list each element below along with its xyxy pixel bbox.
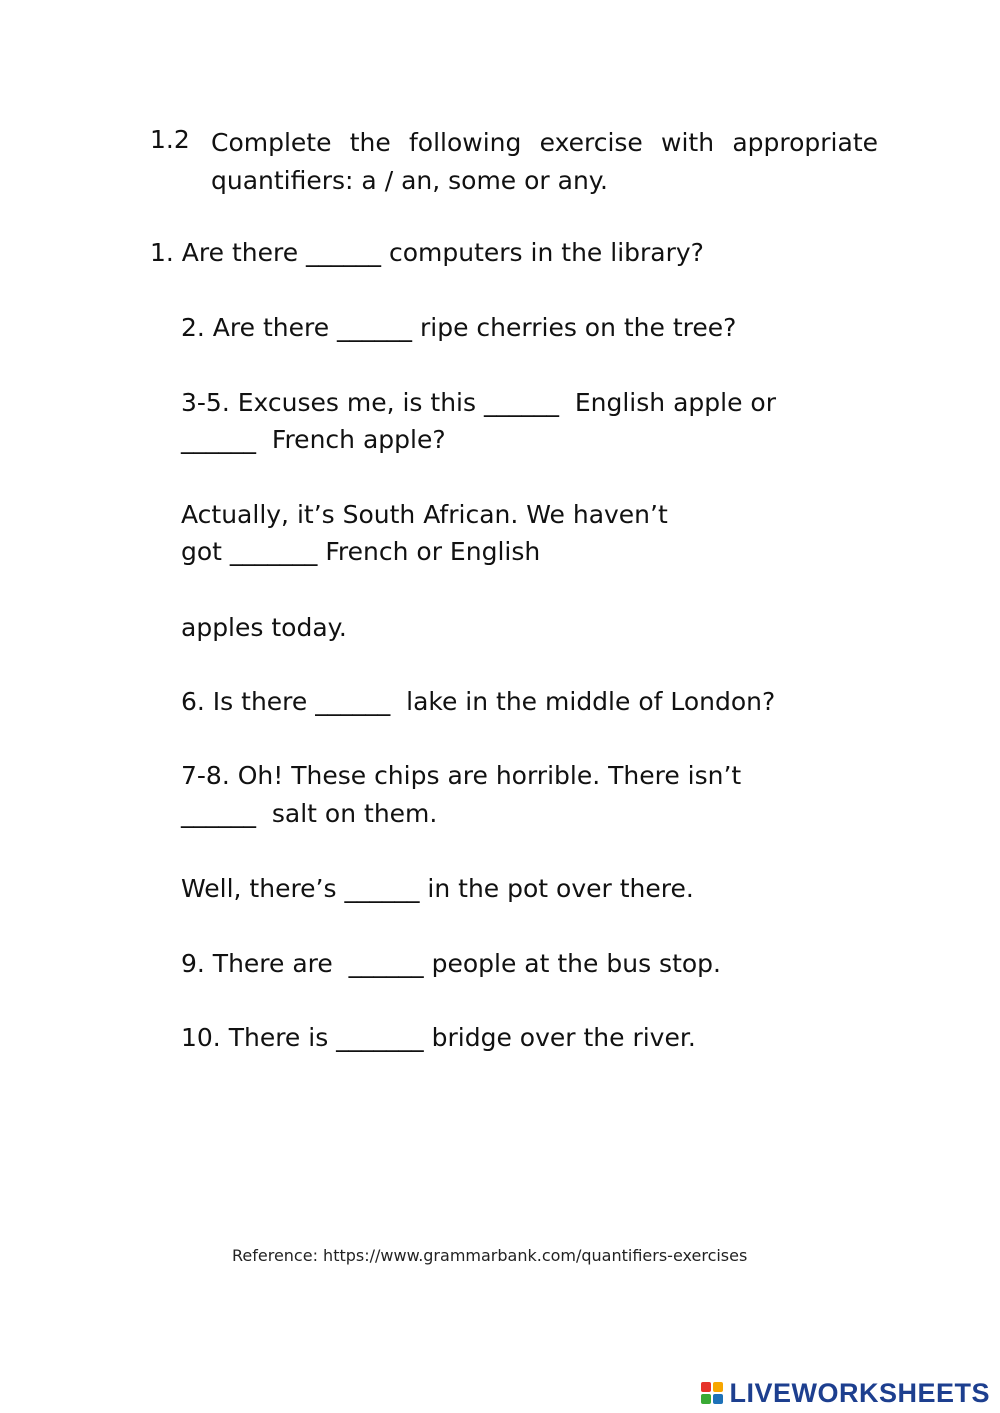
exercise-number: 1.2 — [150, 125, 190, 154]
liveworksheets-logo-icon — [701, 1382, 723, 1404]
question-7-8-line-2: ______ salt on them. — [181, 799, 438, 828]
question-1: 1. Are there ______ computers in the library? — [150, 238, 704, 267]
logo-square-blue — [713, 1394, 723, 1404]
logo-square-orange — [713, 1382, 723, 1392]
question-6: 6. Is there ______ lake in the middle of London? — [181, 687, 776, 716]
brand-name: LIVEWORKSHEETS — [729, 1377, 990, 1408]
exercise-instruction: Complete the following exercise with appropriate quantifiers: a / an, some or any. — [211, 128, 878, 195]
question-3-5-line-2: ______ French apple? — [181, 425, 446, 454]
reference-text: Reference: https://www.grammarbank.com/quantifiers-exercises — [232, 1246, 748, 1265]
question-9: 9. There are ______ people at the bus stop. — [181, 949, 721, 978]
answer-line-3: apples today. — [181, 613, 347, 642]
question-2: 2. Are there ______ ripe cherries on the tree? — [181, 313, 737, 342]
question-7-8-line-1: 7-8. Oh! These chips are horrible. There isn’t — [181, 761, 742, 790]
answer-line-2: got _______ French or English — [181, 537, 541, 566]
question-10: 10. There is _______ bridge over the river. — [181, 1023, 696, 1052]
logo-square-red — [701, 1382, 711, 1392]
answer-line-1: Actually, it’s South African. We haven’t — [181, 500, 668, 529]
question-3-5-line-1: 3-5. Excuses me, is this ______ English apple or — [181, 388, 776, 417]
brand-watermark — [701, 1376, 990, 1410]
logo-square-green — [701, 1394, 711, 1404]
answer-line-4: Well, there’s ______ in the pot over there. — [181, 874, 694, 903]
